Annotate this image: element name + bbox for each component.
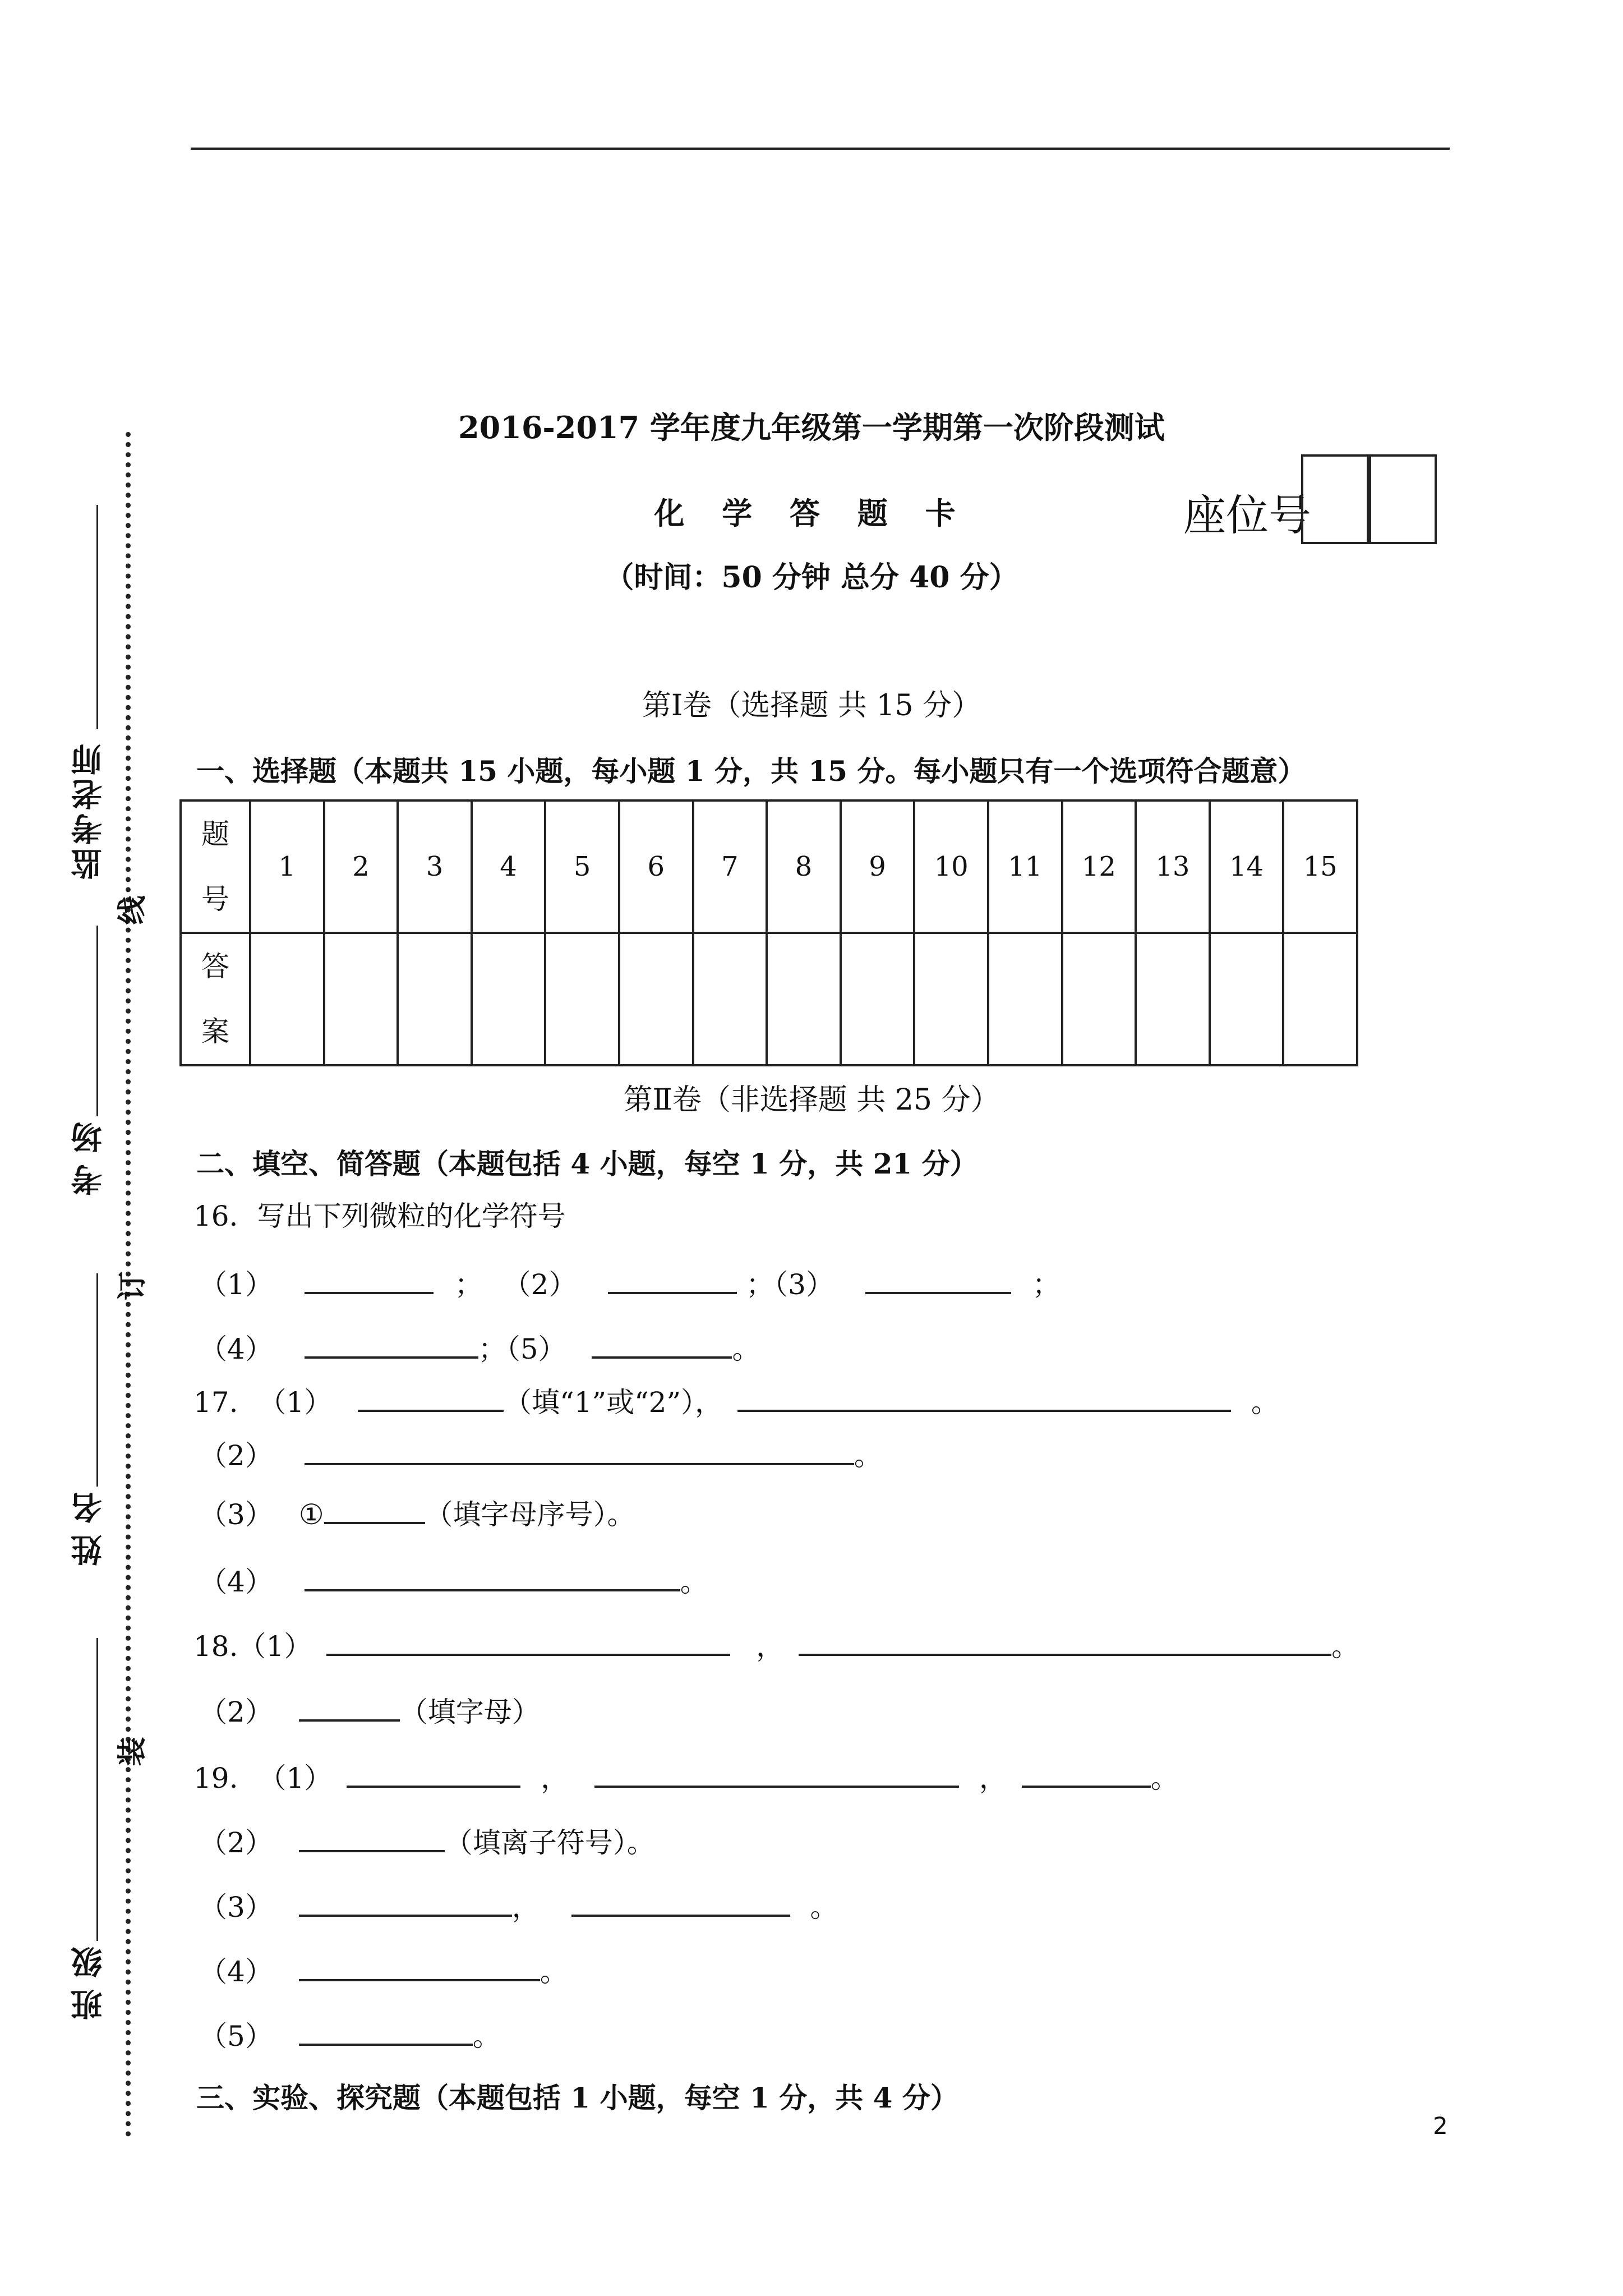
question-number-cell: 15 — [1283, 800, 1357, 933]
q16-blank-2[interactable] — [608, 1267, 737, 1294]
answer-cell[interactable] — [693, 933, 767, 1065]
binding-field-supervisor — [61, 740, 117, 885]
q19-number: 19. — [193, 1762, 238, 1795]
q16-title: 16．写出下列微粒的化学符号 — [193, 1200, 566, 1232]
answer-cell[interactable] — [914, 933, 988, 1065]
seat-box-2[interactable] — [1367, 454, 1437, 544]
q19-end: 。 — [472, 2020, 501, 2053]
q18-comma: ， — [756, 1630, 785, 1663]
answer-table-answer-row — [181, 933, 1357, 1065]
binding-field-label: 姓 名 — [70, 1492, 107, 1566]
answer-cell[interactable] — [619, 933, 693, 1065]
q17-blank-1[interactable] — [358, 1384, 504, 1412]
q19-part1-label: （1） — [258, 1762, 333, 1795]
question-number-cell: 7 — [693, 800, 767, 933]
q16-part5-label: （5） — [506, 1333, 566, 1365]
q19-line5 — [199, 2014, 501, 2054]
q16-sep: ； — [478, 1333, 506, 1365]
question-number-cell: 4 — [472, 800, 546, 933]
q19-part4-label: （4） — [199, 1955, 273, 1988]
q19-blank-3[interactable] — [1022, 1760, 1151, 1788]
seat-box-1[interactable] — [1301, 454, 1371, 544]
q18-blank-3[interactable] — [299, 1694, 400, 1722]
q16-blank-5[interactable] — [592, 1331, 732, 1359]
q17-part1-label: （1） — [258, 1386, 333, 1419]
seat-number-label: 座位号 — [1183, 490, 1311, 540]
question-number-cell: 6 — [619, 800, 693, 933]
q17-part2-label: （2） — [199, 1439, 273, 1472]
q17-circle-one: ① — [298, 1498, 324, 1531]
q19-blank-2[interactable] — [594, 1760, 959, 1788]
q16-part4-label: （4） — [199, 1333, 273, 1365]
q18-part1-label: （1） — [238, 1630, 312, 1663]
row-label-answer: 答 案 — [181, 933, 250, 1065]
answer-cell[interactable] — [1062, 933, 1136, 1065]
binding-word-ding: 订 — [115, 1271, 150, 1301]
answer-cell[interactable] — [1210, 933, 1284, 1065]
q17-part4-label: （4） — [199, 1566, 273, 1598]
binding-field-label: 考 场 — [70, 1122, 107, 1196]
answer-cell[interactable] — [545, 933, 619, 1065]
question-number-cell: 3 — [398, 800, 472, 933]
q19-line2 — [199, 1820, 655, 1861]
q19-end: 。 — [810, 1891, 838, 1924]
question-number-cell: 10 — [914, 800, 988, 933]
q17-blank-5[interactable] — [305, 1564, 680, 1591]
answer-cell[interactable] — [841, 933, 915, 1065]
q19-blank-5[interactable] — [299, 1889, 512, 1917]
q18-blank-1[interactable] — [326, 1628, 730, 1656]
question-number-cell: 5 — [545, 800, 619, 933]
q19-comma: ， — [541, 1762, 569, 1795]
question-number-cell: 8 — [767, 800, 841, 933]
q18-blank-2[interactable] — [799, 1628, 1331, 1656]
answer-table — [179, 799, 1358, 1066]
question-number-cell: 11 — [988, 800, 1062, 933]
answer-cell[interactable] — [988, 933, 1062, 1065]
q16-part1-label: （1） — [199, 1268, 273, 1301]
binding-field-line — [96, 1638, 98, 1941]
q17-number: 17. — [193, 1386, 238, 1419]
q18-part2-hint: （填字母） — [399, 1696, 540, 1728]
q16-blank-3[interactable] — [865, 1267, 1011, 1294]
binding-word-zhuang: 装 — [115, 1737, 150, 1766]
section1-title: 一、选择题（本题共 15 小题，每小题 1 分，共 15 分。每小题只有一个选项符合题意） — [196, 754, 1306, 788]
answer-cell[interactable] — [472, 933, 546, 1065]
q17-part3-hint: （填字母序号）。 — [425, 1498, 635, 1531]
page-number: 2 — [1433, 2112, 1448, 2139]
binding-field-name — [61, 1492, 117, 1571]
row-label-number: 题 号 — [181, 800, 250, 933]
part1-title: 第Ⅰ卷（选择题 共 15 分） — [642, 689, 981, 723]
binding-field-class — [61, 1947, 117, 2026]
q17-line3 — [199, 1492, 635, 1533]
q16-sep: ； — [1032, 1268, 1061, 1301]
q17-blank-3[interactable] — [305, 1438, 854, 1465]
section3-title: 三、实验、探究题（本题包括 1 小题，每空 1 分，共 4 分） — [196, 2081, 958, 2114]
question-number-cell: 13 — [1136, 800, 1210, 933]
q19-line3 — [199, 1885, 838, 1925]
q16-blank-4[interactable] — [305, 1331, 478, 1359]
q17-blank-4[interactable] — [324, 1497, 425, 1524]
q17-line1 — [193, 1380, 1279, 1420]
q19-part3-label: （3） — [199, 1891, 273, 1924]
top-rule — [191, 148, 1450, 150]
q19-end: 。 — [540, 1955, 568, 1988]
q17-line4 — [199, 1559, 708, 1600]
q19-blank-1[interactable] — [347, 1760, 520, 1788]
q16-sep: ； — [454, 1268, 483, 1301]
binding-field-line — [96, 1273, 98, 1487]
part2-title: 第Ⅱ卷（非选择题 共 25 分） — [623, 1083, 1000, 1117]
binding-field-room — [61, 1122, 117, 1201]
question-number-cell: 9 — [841, 800, 915, 933]
q17-blank-2[interactable] — [737, 1384, 1231, 1412]
q18-line2 — [199, 1690, 540, 1730]
answer-cell[interactable] — [767, 933, 841, 1065]
q16-line2 — [199, 1327, 760, 1367]
q16-part3-label: （3） — [774, 1268, 834, 1301]
q19-comma: ， — [511, 1891, 540, 1924]
q17-end: 。 — [854, 1439, 882, 1472]
answer-cell[interactable] — [250, 933, 324, 1065]
q19-line4 — [199, 1949, 568, 1990]
answer-cell[interactable] — [324, 933, 398, 1065]
q16-end: 。 — [732, 1333, 760, 1365]
q16-sep: ； — [746, 1268, 774, 1301]
q16-part2-label: （2） — [502, 1268, 577, 1301]
q19-end: 。 — [1150, 1762, 1179, 1795]
binding-word-xian: 线 — [115, 895, 150, 925]
question-number-cell: 1 — [250, 800, 324, 933]
question-number-cell: 12 — [1062, 800, 1136, 933]
q19-part2-label: （2） — [199, 1826, 273, 1859]
q18-number: 18. — [193, 1630, 238, 1663]
q19-blank-7[interactable] — [299, 1954, 540, 1981]
binding-field-label: 班 级 — [70, 1947, 107, 2021]
q17-end: 。 — [680, 1566, 708, 1598]
q17-part1-hint: （填“1”或“2”）， — [504, 1386, 723, 1419]
q19-blank-6[interactable] — [571, 1889, 790, 1917]
q18-end: 。 — [1331, 1630, 1360, 1663]
binding-field-label: 监考老师 — [70, 740, 107, 880]
q19-part5-label: （5） — [199, 2020, 273, 2053]
question-number-cell: 2 — [324, 800, 398, 933]
q19-comma: ， — [979, 1762, 1007, 1795]
q19-part2-hint: （填离子符号）。 — [444, 1826, 655, 1859]
answer-cell[interactable] — [1136, 933, 1210, 1065]
q19-blank-8[interactable] — [299, 2018, 473, 2046]
q17-part3-label: （3） — [199, 1498, 273, 1531]
q16-line1 — [199, 1262, 1061, 1303]
q17-line2 — [199, 1433, 882, 1474]
time-info: （时间：50 分钟 总分 40 分） — [605, 560, 1018, 595]
q19-blank-4[interactable] — [299, 1825, 445, 1852]
q17-end: 。 — [1251, 1386, 1279, 1419]
q19-line1 — [193, 1756, 1179, 1796]
exam-subtitle: 化 学 答 题 卡 — [654, 495, 969, 531]
answer-table-number-row — [181, 800, 1357, 933]
answer-cell[interactable] — [398, 933, 472, 1065]
exam-title: 2016-2017 学年度九年级第一学期第一次阶段测试 — [458, 409, 1165, 445]
q16-blank-1[interactable] — [305, 1267, 434, 1294]
section2-title: 二、填空、简答题（本题包括 4 小题，每空 1 分，共 21 分） — [196, 1147, 978, 1180]
answer-cell[interactable] — [1283, 933, 1357, 1065]
q18-part2-label: （2） — [199, 1696, 273, 1728]
q18-line1 — [193, 1624, 1359, 1664]
question-number-cell: 14 — [1210, 800, 1284, 933]
